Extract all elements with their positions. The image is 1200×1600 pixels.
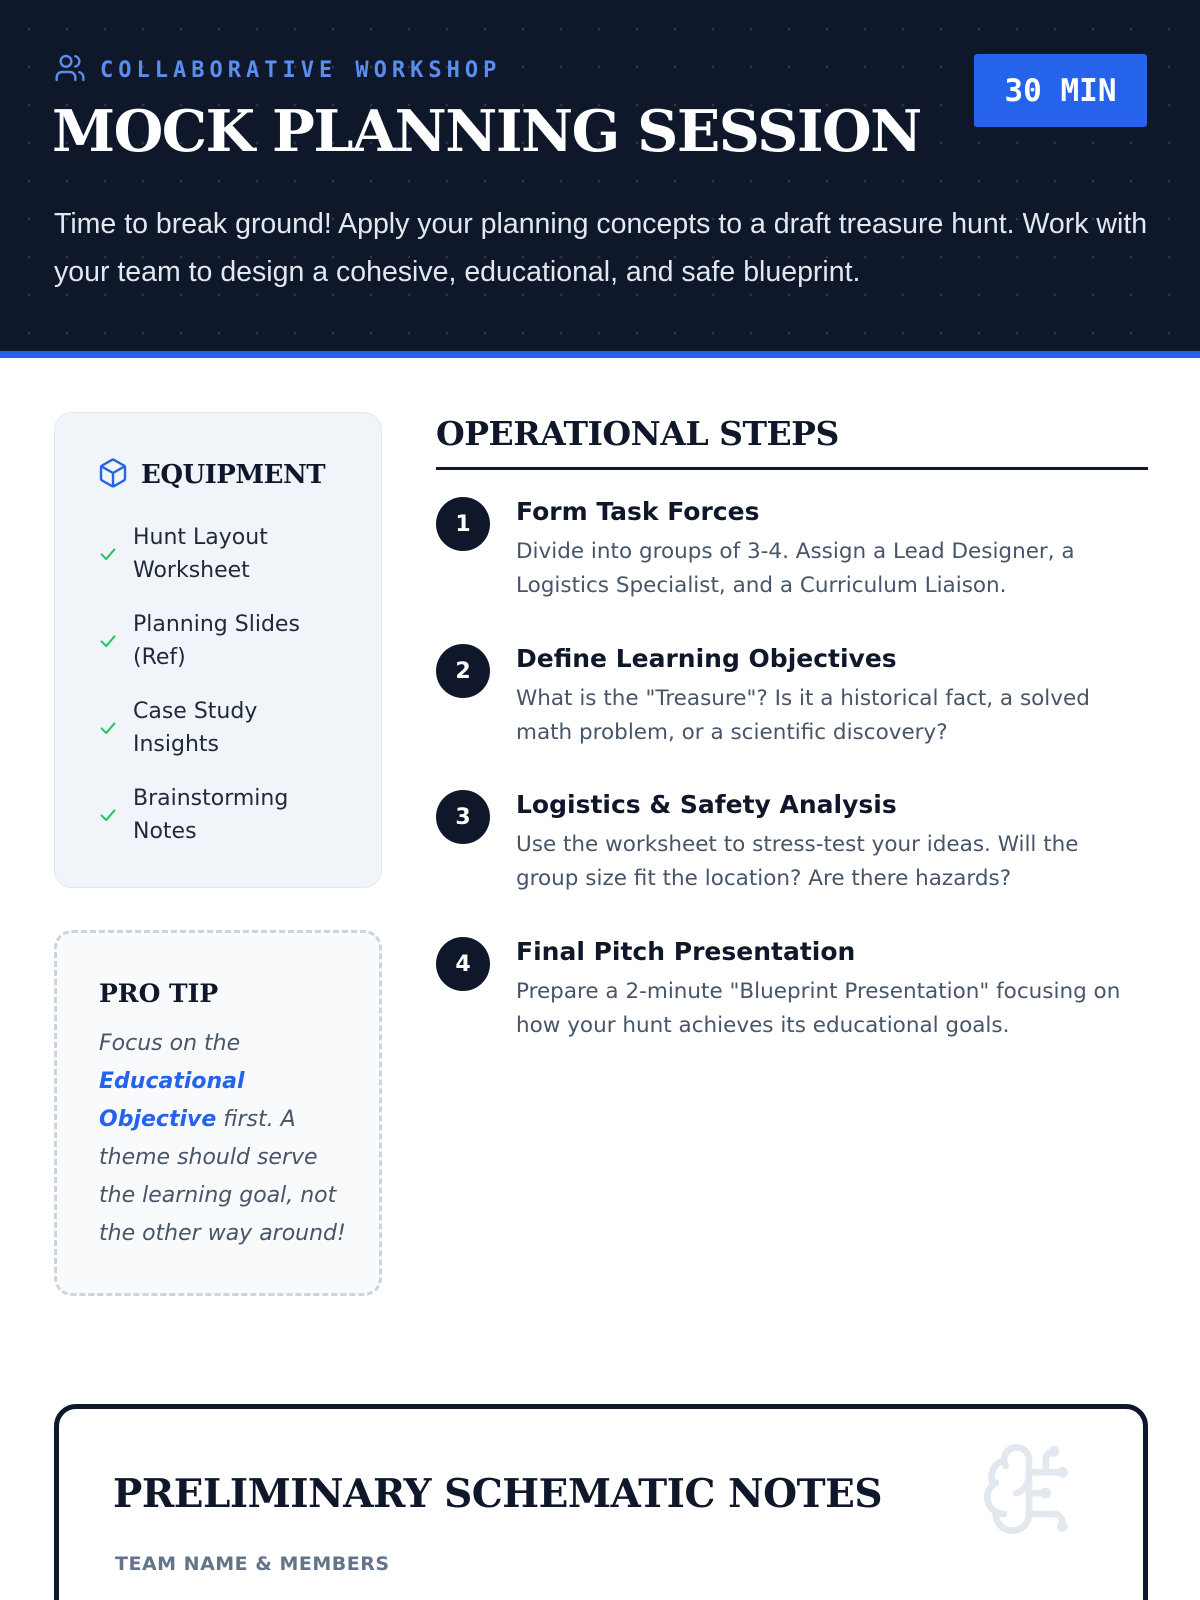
- step-number: 2: [436, 644, 490, 698]
- step-description: Divide into groups of 3-4. Assign a Lead Designer, a Logistics Specialist, and a Curriculum Liaison.: [516, 539, 1075, 598]
- step-title: Form Task Forces: [516, 497, 760, 526]
- pro-tip-text-end: first. A theme should serve the learning goal, not the other way around!: [99, 1107, 346, 1246]
- check-icon: [97, 717, 119, 739]
- step-number: 1: [436, 497, 490, 551]
- kicker-label: COLLABORATIVE WORKSHOP: [100, 57, 502, 83]
- equipment-header: [97, 457, 325, 493]
- step-number: 4: [436, 937, 490, 991]
- step-description: Prepare a 2-minute "Blueprint Presentation" focusing on how your hunt achieves its educational goals.: [516, 979, 1121, 1038]
- pro-tip-text-start: Focus on the: [99, 1031, 241, 1056]
- pro-tip-text: [99, 1025, 359, 1253]
- equipment-item: [97, 521, 367, 587]
- notes-title: PRELIMINARY SCHEMATIC NOTES: [113, 1471, 883, 1517]
- step-number: 3: [436, 790, 490, 844]
- header-kicker: [54, 52, 501, 88]
- check-icon: [97, 543, 119, 565]
- step-title: Final Pitch Presentation: [516, 937, 856, 966]
- equipment-list: [97, 521, 367, 869]
- equipment-item: [97, 782, 367, 848]
- intro-text: Time to break ground! Apply your planning concepts to a draft treasure hunt. Work with your team to design a cohesive, educational, and safe blueprint.: [54, 208, 1148, 288]
- team-name-label: TEAM NAME & MEMBERS: [115, 1553, 390, 1575]
- equipment-card: [54, 412, 382, 888]
- step-description: What is the "Treasure"? Is it a historical fact, a solved math problem, or a scientific discovery?: [516, 686, 1090, 745]
- pro-tip-highlight: Educational Objective: [99, 1069, 245, 1132]
- check-icon: [97, 804, 119, 826]
- step-title: Logistics & Safety Analysis: [516, 790, 897, 819]
- pro-tip-title: PRO TIP: [99, 979, 219, 1008]
- equipment-item-label: Hunt Layout Worksheet: [133, 525, 268, 583]
- cube-icon: [97, 457, 129, 493]
- equipment-item-label: Brainstorming Notes: [133, 786, 289, 844]
- page-title: MOCK PLANNING SESSION: [52, 98, 921, 165]
- steps-title: OPERATIONAL STEPS: [436, 414, 1148, 470]
- equipment-item-label: Planning Slides (Ref): [133, 612, 300, 670]
- schematic-notes-card: [54, 1404, 1148, 1600]
- users-icon: [54, 52, 86, 88]
- duration-badge: 30 MIN: [974, 54, 1147, 127]
- check-icon: [97, 630, 119, 652]
- step-description: Use the worksheet to stress-test your ideas. Will the group size fit the location? Are there hazards?: [516, 832, 1079, 891]
- step-title: Define Learning Objectives: [516, 644, 897, 673]
- equipment-item-label: Case Study Insights: [133, 699, 258, 757]
- equipment-item: [97, 608, 367, 674]
- page-header: [0, 0, 1200, 358]
- equipment-item: [97, 695, 367, 761]
- pro-tip-card: [54, 930, 382, 1296]
- brain-icon: [979, 1439, 1079, 1539]
- equipment-title: EQUIPMENT: [141, 460, 326, 490]
